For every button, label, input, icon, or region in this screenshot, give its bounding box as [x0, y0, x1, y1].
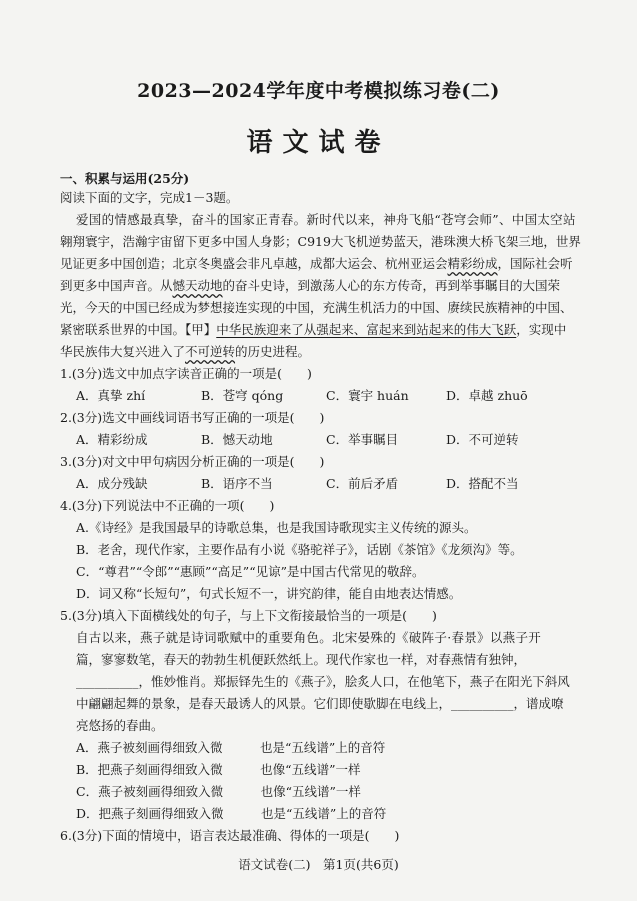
question-stem: 5.(3分)填入下面横线处的句子，与上下文衔接最恰当的一项是( )	[60, 608, 437, 623]
option-c[interactable]: C．举事瞩目	[326, 432, 399, 447]
question-stem: 1.(3分)选文中加点字读音正确的一项是( )	[60, 366, 312, 381]
exam-title: 2023—2024学年度中考模拟练习卷(二)	[137, 80, 500, 102]
page-footer: 语文试卷(二) 第1页(共6页)	[238, 857, 399, 872]
passage-line: __________，惟妙惟肖。郑振铎先生的《燕子》，脍炙人口，在他笔下，燕子在阳光下斜风	[76, 674, 570, 689]
question-stem: 2.(3分)选文中画线词语书写正确的一项是( )	[60, 410, 325, 425]
passage-line: 亮悠扬的春曲。	[76, 718, 164, 733]
question-stem: 3.(3分)对文中甲句病因分析正确的一项是( )	[60, 454, 325, 469]
option-a[interactable]: A．燕子被刻画得细致入微 也是“五线谱”上的音符	[76, 740, 386, 755]
option-b[interactable]: B．把燕子刻画得细致入微 也像“五线谱”一样	[76, 762, 361, 777]
passage-line: 光，今天的中国已经成为梦想接连实现的中国，充满生机活力的中国、赓续民族精神的中国、	[60, 300, 573, 315]
question-stem: 6.(3分)下面的情境中，语言表达最准确、得体的一项是( )	[60, 828, 400, 843]
question-stem: 4.(3分)下列说法中不正确的一项( )	[60, 498, 275, 513]
passage-line: 篇，寥寥数笔，春天的勃勃生机便跃然纸上。现代作家也一样，对春燕情有独钟，	[76, 652, 527, 667]
reading-instruction: 阅读下面的文字，完成1－3题。	[60, 190, 239, 205]
passage-line: 到更多中国声音。从憾天动地的奋斗史诗，到激荡人心的东方传奇，再到举事瞩目的大国荣	[60, 278, 561, 293]
option-d[interactable]: D．卓越 zhuō	[446, 388, 528, 403]
underlined-phrase: 不可逆转	[185, 344, 236, 359]
option-d[interactable]: D．词又称“长短句”，句式长短不一，讲究韵律，能自由地表达情感。	[76, 586, 462, 601]
passage-line: 自古以来，燕子就是诗词歌赋中的重要角色。北宋晏殊的《破阵子·春景》以燕子开	[76, 630, 542, 645]
option-b[interactable]: B．苍穹 qóng	[201, 388, 284, 403]
option-a[interactable]: A.《诗经》是我国最早的诗歌总集，也是我国诗歌现实主义传统的源头。	[76, 520, 477, 535]
passage-line: 紧密联系世界的中国。【甲】中华民族迎来了从强起来、富起来到站起来的伟大飞跃，实现中	[60, 322, 567, 337]
passage-line: 见证更多中国创造；北京冬奥盛会非凡卓越，成都大运会、杭州亚运会精彩纷成，国际社会听	[60, 256, 573, 271]
option-a[interactable]: A．精彩纷成	[76, 432, 148, 447]
option-d[interactable]: D．不可逆转	[446, 432, 519, 447]
section-heading: 一、积累与运用(25分)	[60, 171, 190, 186]
passage-line: 翱翔寰宇，浩瀚宇宙留下更多中国人身影；C919大飞机逆势蓝天，港珠澳大桥飞架三地，世界	[60, 234, 581, 249]
option-c[interactable]: C．燕子被刻画得细致入微 也像“五线谱”一样	[76, 784, 361, 799]
option-a[interactable]: A．成分残缺	[76, 476, 148, 491]
passage-line: 华民族伟大复兴进入了不可逆转的历史进程。	[60, 344, 311, 359]
passage-line: 中翩翩起舞的景象，是春天最诱人的风景。它们即使歇脚在电线上，__________，谱成嘹	[76, 696, 564, 711]
option-b[interactable]: B．语序不当	[201, 476, 273, 491]
passage-line: 爱国的情感最真挚，奋斗的国家正青春。新时代以来，神舟飞船“苍穹会师”、中国太空站	[76, 212, 576, 227]
subject-title: 语文试卷	[246, 128, 391, 158]
option-b[interactable]: B．老舍，现代作家，主要作品有小说《骆驼祥子》，话剧《茶馆》《龙须沟》等。	[76, 542, 523, 557]
underlined-phrase: 精彩纷成	[447, 256, 498, 271]
option-c[interactable]: C．寰宇 huán	[326, 388, 409, 403]
option-a[interactable]: A．真挚 zhí	[76, 388, 146, 403]
option-d[interactable]: D．搭配不当	[446, 476, 519, 491]
option-d[interactable]: D．把燕子刻画得细致入微 也是“五线谱”上的音符	[76, 806, 387, 821]
option-b[interactable]: B．憾天动地	[201, 432, 273, 447]
underlined-phrase: 憾天动地	[172, 278, 223, 293]
sentence-jia: 中华民族迎来了从强起来、富起来到站起来的伟大飞跃	[216, 322, 517, 337]
option-c[interactable]: C．前后矛盾	[326, 476, 399, 491]
option-c[interactable]: C．“尊君”“令郎”“惠顾”“高足”“见谅”是中国古代常见的敬辞。	[76, 564, 425, 579]
